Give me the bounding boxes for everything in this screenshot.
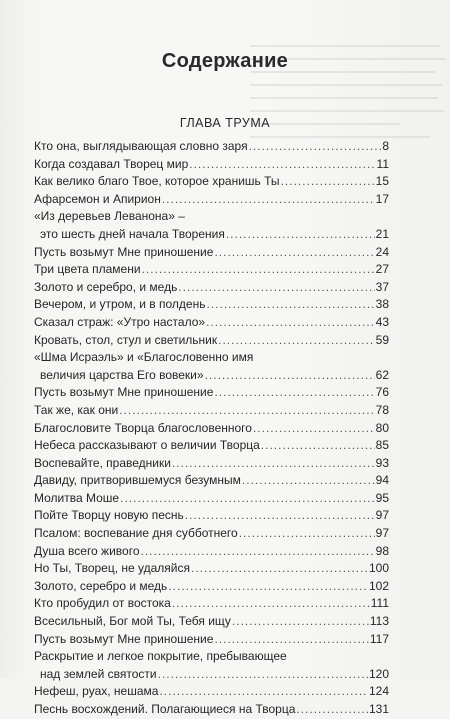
toc-entry xyxy=(34,631,389,649)
toc-entry xyxy=(34,683,389,701)
toc-entry-title: Сказал страж: «Утро настало» xyxy=(34,314,206,329)
toc-entry xyxy=(34,244,389,262)
toc-entry xyxy=(34,507,389,525)
dot-leader xyxy=(191,560,368,578)
toc-entry-title: Но Ты, Творец, не удаляйся xyxy=(34,561,190,576)
dot-leader xyxy=(296,701,368,719)
dot-leader xyxy=(226,226,375,244)
toc-page-number: 111 xyxy=(370,596,389,611)
toc-entry-title: Так же, как они xyxy=(34,402,119,417)
toc-page-number: 78 xyxy=(375,402,389,417)
dot-leader xyxy=(168,578,368,596)
toc-page-number: 11 xyxy=(376,156,389,171)
toc-entry-title: Псалом: воспевание дня субботнего xyxy=(34,526,238,541)
section-heading: ГЛАВА ТРУМА xyxy=(179,116,271,130)
toc-page-number: 15 xyxy=(375,174,389,189)
dot-leader xyxy=(158,666,368,684)
toc-entry xyxy=(34,560,389,578)
toc-page-number: 117 xyxy=(369,631,389,646)
table-of-contents xyxy=(34,138,389,719)
toc-entry-title: Пусть возьмут Мне приношение xyxy=(34,244,214,259)
toc-entry xyxy=(34,191,389,209)
toc-entry-title: Кто пробудил от востока xyxy=(34,596,171,611)
toc-entry-title: над землей святости xyxy=(40,666,157,681)
toc-entry-title: Кровать, стол, стул и светильник xyxy=(34,332,218,347)
toc-entry-title: Раскрытие и легкое покрытие, пребывающее xyxy=(34,649,287,664)
toc-entry-title: Нефеш, руах, нешама xyxy=(34,684,159,699)
toc-entry-title: Золото, серебро и медь xyxy=(34,578,168,593)
toc-entry xyxy=(34,455,389,473)
toc-page-number: 97 xyxy=(375,508,389,523)
toc-page-number: 27 xyxy=(375,262,389,277)
toc-entry xyxy=(34,543,389,561)
toc-entry-title: «Из деревьев Леванона» – xyxy=(34,209,185,224)
toc-entry xyxy=(34,613,389,631)
toc-entry xyxy=(34,420,389,438)
dot-leader xyxy=(185,507,375,525)
toc-entry xyxy=(34,138,389,156)
toc-entry-title: Песнь восхождений. Полагающиеся на Творца xyxy=(34,702,296,716)
toc-entry xyxy=(34,578,389,596)
dot-leader xyxy=(218,332,375,350)
toc-entry-title: Когда создавал Творец мир xyxy=(34,156,189,171)
toc-entry xyxy=(34,208,389,243)
toc-entry-title: Кто она, выглядывающая словно заря xyxy=(34,139,248,153)
dot-leader xyxy=(119,402,374,420)
toc-entry xyxy=(34,156,389,174)
dot-leader xyxy=(239,525,375,543)
dot-leader xyxy=(281,173,375,191)
dot-leader xyxy=(261,437,375,455)
dot-leader xyxy=(206,314,375,332)
toc-entry xyxy=(34,701,389,719)
toc-entry-title: Душа всего живого xyxy=(34,543,140,558)
toc-page-number: 59 xyxy=(375,332,389,347)
toc-entry xyxy=(34,261,389,279)
toc-page-number: 24 xyxy=(375,244,389,259)
toc-entry-title: Вечером, и утром, и в полдень xyxy=(34,297,206,312)
toc-entry-title: Молитва Моше xyxy=(34,490,120,505)
toc-page-number: 100 xyxy=(368,561,389,576)
toc-page-number: 85 xyxy=(375,438,389,453)
toc-page-number: 113 xyxy=(369,614,389,629)
toc-page-number: 62 xyxy=(375,367,389,382)
dot-leader xyxy=(120,490,375,508)
toc-entry-title: «Шма Исраэль» и «Благословенно имя xyxy=(34,350,254,365)
toc-page-number: 94 xyxy=(375,473,389,488)
toc-entry-title: Как велико благо Твое, которое хранишь Ты xyxy=(34,174,280,189)
toc-entry-title: Пусть возьмут Мне приношение xyxy=(34,385,214,400)
toc-entry xyxy=(34,173,389,191)
toc-page-number: 93 xyxy=(375,455,389,470)
toc-page-number: 80 xyxy=(375,420,389,435)
dot-leader xyxy=(172,595,370,613)
toc-entry-title: Воспевайте, праведники xyxy=(34,455,171,470)
toc-entry-title: Пусть возьмут Мне приношение xyxy=(34,631,214,646)
toc-page-number: 95 xyxy=(375,490,389,505)
toc-entry-title: Три цвета пламени xyxy=(34,262,141,277)
toc-page-number: 124 xyxy=(368,684,389,699)
toc-page-number: 98 xyxy=(375,543,389,558)
toc-entry-title: Давиду, притворившемуся безумным xyxy=(34,473,241,488)
toc-entry xyxy=(34,472,389,490)
toc-entry xyxy=(34,332,389,350)
toc-entry-title: Пойте Творцу новую песнь xyxy=(34,508,184,523)
dot-leader xyxy=(253,420,375,438)
dot-leader xyxy=(214,631,368,649)
dot-leader xyxy=(162,191,375,209)
toc-page-number: 21 xyxy=(375,226,389,241)
toc-page-number: 43 xyxy=(375,314,389,329)
toc-entry xyxy=(34,384,389,402)
toc-entry xyxy=(34,490,389,508)
dot-leader xyxy=(172,455,375,473)
toc-entry-title: Всесильный, Бог мой Ты, Тебя ищу xyxy=(34,614,231,629)
toc-entry-title: величия царства Его вовеки» xyxy=(40,367,204,382)
toc-entry xyxy=(34,525,389,543)
toc-entry xyxy=(34,402,389,420)
toc-page-number: 131 xyxy=(368,702,389,716)
toc-entry-title: это шесть дней начала Творения xyxy=(40,226,225,241)
dot-leader xyxy=(214,244,374,262)
toc-page-number: 8 xyxy=(382,139,389,153)
toc-page-number: 17 xyxy=(375,191,389,206)
toc-page-number: 38 xyxy=(375,297,389,312)
toc-page-number: 76 xyxy=(375,385,389,400)
toc-page-number: 102 xyxy=(368,578,389,593)
dot-leader xyxy=(249,138,382,156)
dot-leader xyxy=(232,613,369,631)
toc-entry xyxy=(34,648,389,683)
toc-entry xyxy=(34,279,389,297)
toc-entry xyxy=(34,437,389,455)
toc-page-number: 37 xyxy=(375,279,389,294)
toc-entry xyxy=(34,349,389,384)
page-title: Содержание xyxy=(161,50,289,72)
toc-page-number: 120 xyxy=(368,666,389,681)
dot-leader xyxy=(206,296,374,314)
dot-leader xyxy=(242,472,375,490)
toc-entry xyxy=(34,595,389,613)
dot-leader xyxy=(214,384,374,402)
dot-leader xyxy=(189,156,375,174)
toc-entry-title: Благословите Творца благословенного xyxy=(34,420,252,435)
dot-leader xyxy=(159,683,368,701)
toc-page-number: 97 xyxy=(375,526,389,541)
dot-leader xyxy=(178,279,374,297)
toc-entry-title: Небеса рассказывают о величии Творца xyxy=(34,438,260,453)
toc-entry xyxy=(34,314,389,332)
dot-leader xyxy=(142,261,375,279)
toc-entry-title: Золото и серебро, и медь xyxy=(34,279,178,294)
toc-entry xyxy=(34,296,389,314)
dot-leader xyxy=(205,367,375,385)
toc-entry-title: Афарсемон и Апирион xyxy=(34,191,161,206)
dot-leader xyxy=(141,543,375,561)
